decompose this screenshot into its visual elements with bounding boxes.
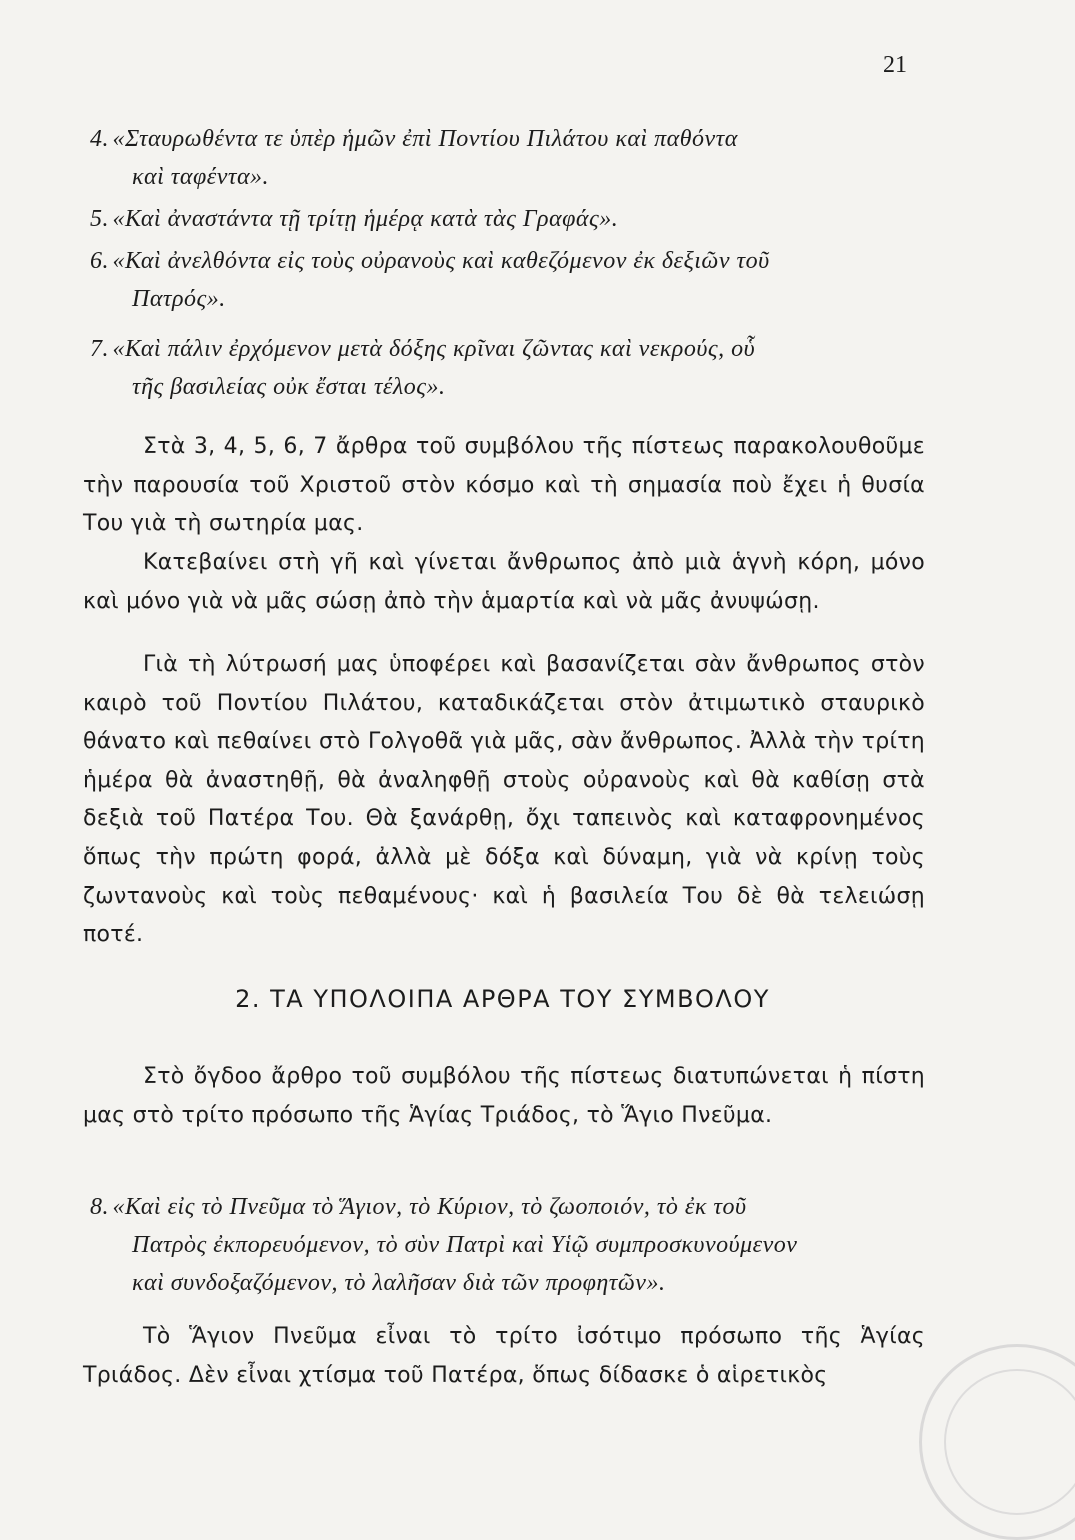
article-4: [90, 120, 920, 196]
article-text: «Καὶ πάλιν ἐρχόμενον μετὰ δόξης κρῖναι ζῶντας καὶ νεκρούς, οὗ: [112, 336, 756, 362]
paragraph-after-heading: [83, 1058, 925, 1135]
article-text-cont: τῆς βασιλείας οὐκ ἔσται τέλος».: [132, 374, 446, 400]
article-7: [90, 330, 920, 406]
final-paragraph: [83, 1318, 925, 1395]
page-number: 21: [883, 52, 907, 78]
article-number: 8.: [90, 1194, 109, 1220]
article-8: [90, 1188, 920, 1302]
paragraph-3: [83, 646, 925, 955]
paragraph-text: Τὸ Ἅγιον Πνεῦμα εἶναι τὸ τρίτο ἰσότιμο πρόσωπο τῆς Ἁγίας Τριάδος. Δὲν εἶναι χτίσμα τοῦ Πατέρα, ὅπως δίδασκε ὁ αἱρετικὸς: [83, 1324, 925, 1388]
article-number: 5.: [90, 206, 109, 232]
library-stamp: [919, 1344, 1075, 1540]
article-text-cont: καὶ ταφέντα».: [132, 164, 270, 190]
article-text: «Καὶ ἀνελθόντα εἰς τοὺς οὐρανοὺς καὶ καθεζόμενον ἐκ δεξιῶν τοῦ: [112, 248, 770, 274]
section-heading: 2. ΤΑ ΥΠΟΛΟΙΠΑ ΑΡΘΡΑ ΤΟΥ ΣΥΜΒΟΛΟΥ: [235, 985, 770, 1013]
article-number: 4.: [90, 126, 109, 152]
paragraph-text: Γιὰ τὴ λύτρωσή μας ὑποφέρει καὶ βασανίζεται σὰν ἄνθρωπος στὸν καιρὸ τοῦ Ποντίου Πιλάτου, καταδικάζεται στὸν ἀτιμωτικὸ σταυρικὸ θάνατο καὶ πεθαίνει στὸ Γολγοθᾶ γιὰ μᾶς, σὰν ἄνθρωπος. Ἀλλὰ τὴν τρίτη ἡμέρα θὰ ἀναστηθῇ, θὰ ἀναληφθῇ στοὺς οὐρανοὺς καὶ θὰ καθίσῃ στὰ δεξιὰ τοῦ Πατέρα Του. Θὰ ξανάρθῃ, ὄχι ταπεινὸς καὶ καταφρονημένος ὅπως τὴν πρώτη φορά, ἀλλὰ μὲ δόξα καὶ δύναμη, γιὰ νὰ κρίνῃ τοὺς ζωντανοὺς καὶ τοὺς πεθαμένους· καὶ ἡ βασιλεία Του δὲ θὰ τελειώσῃ ποτέ.: [83, 652, 925, 948]
article-5: [90, 200, 920, 238]
article-text-cont: Πατρὸς ἐκπορευόμενον, τὸ σὺν Πατρὶ καὶ Υἱῷ συμπροσκυνούμενον: [132, 1232, 798, 1258]
paragraph-text: Κατεβαίνει στὴ γῆ καὶ γίνεται ἄνθρωπος ἀπὸ μιὰ ἁγνὴ κόρη, μόνο καὶ μόνο γιὰ νὰ μᾶς σώσῃ ἀπὸ τὴν ἁμαρτία καὶ νὰ μᾶς ἀνυψώσῃ.: [83, 550, 925, 614]
article-6: [90, 242, 920, 318]
article-number: 6.: [90, 248, 109, 274]
paragraph-2: [83, 544, 925, 621]
article-number: 7.: [90, 336, 109, 362]
article-text-cont: Πατρός».: [132, 286, 226, 312]
paragraph-text: Στὸ ὄγδοο ἄρθρο τοῦ συμβόλου τῆς πίστεως διατυπώνεται ἡ πίστη μας στὸ τρίτο πρόσωπο τῆς Ἁγίας Τριάδος, τὸ Ἅγιο Πνεῦμα.: [83, 1064, 925, 1128]
article-text: «Καὶ ἀναστάντα τῇ τρίτῃ ἡμέρᾳ κατὰ τὰς Γραφάς».: [112, 206, 619, 232]
article-text: «Σταυρωθέντα τε ὑπὲρ ἡμῶν ἐπὶ Ποντίου Πιλάτου καὶ παθόντα: [112, 126, 738, 152]
article-text-cont: καὶ συνδοξαζόμενον, τὸ λαλῆσαν διὰ τῶν προφητῶν».: [132, 1270, 666, 1296]
paragraph-1: [83, 428, 925, 544]
paragraph-text: Στὰ 3, 4, 5, 6, 7 ἄρθρα τοῦ συμβόλου τῆς πίστεως παρακολουθοῦμε τὴν παρουσία τοῦ Χριστοῦ στὸν κόσμο καὶ τὴ σημασία ποὺ ἔχει ἡ θυσία Του γιὰ τὴ σωτηρία μας.: [83, 434, 925, 537]
article-text: «Καὶ εἰς τὸ Πνεῦμα τὸ Ἅγιον, τὸ Κύριον, τὸ ζωοποιόν, τὸ ἐκ τοῦ: [112, 1194, 747, 1220]
